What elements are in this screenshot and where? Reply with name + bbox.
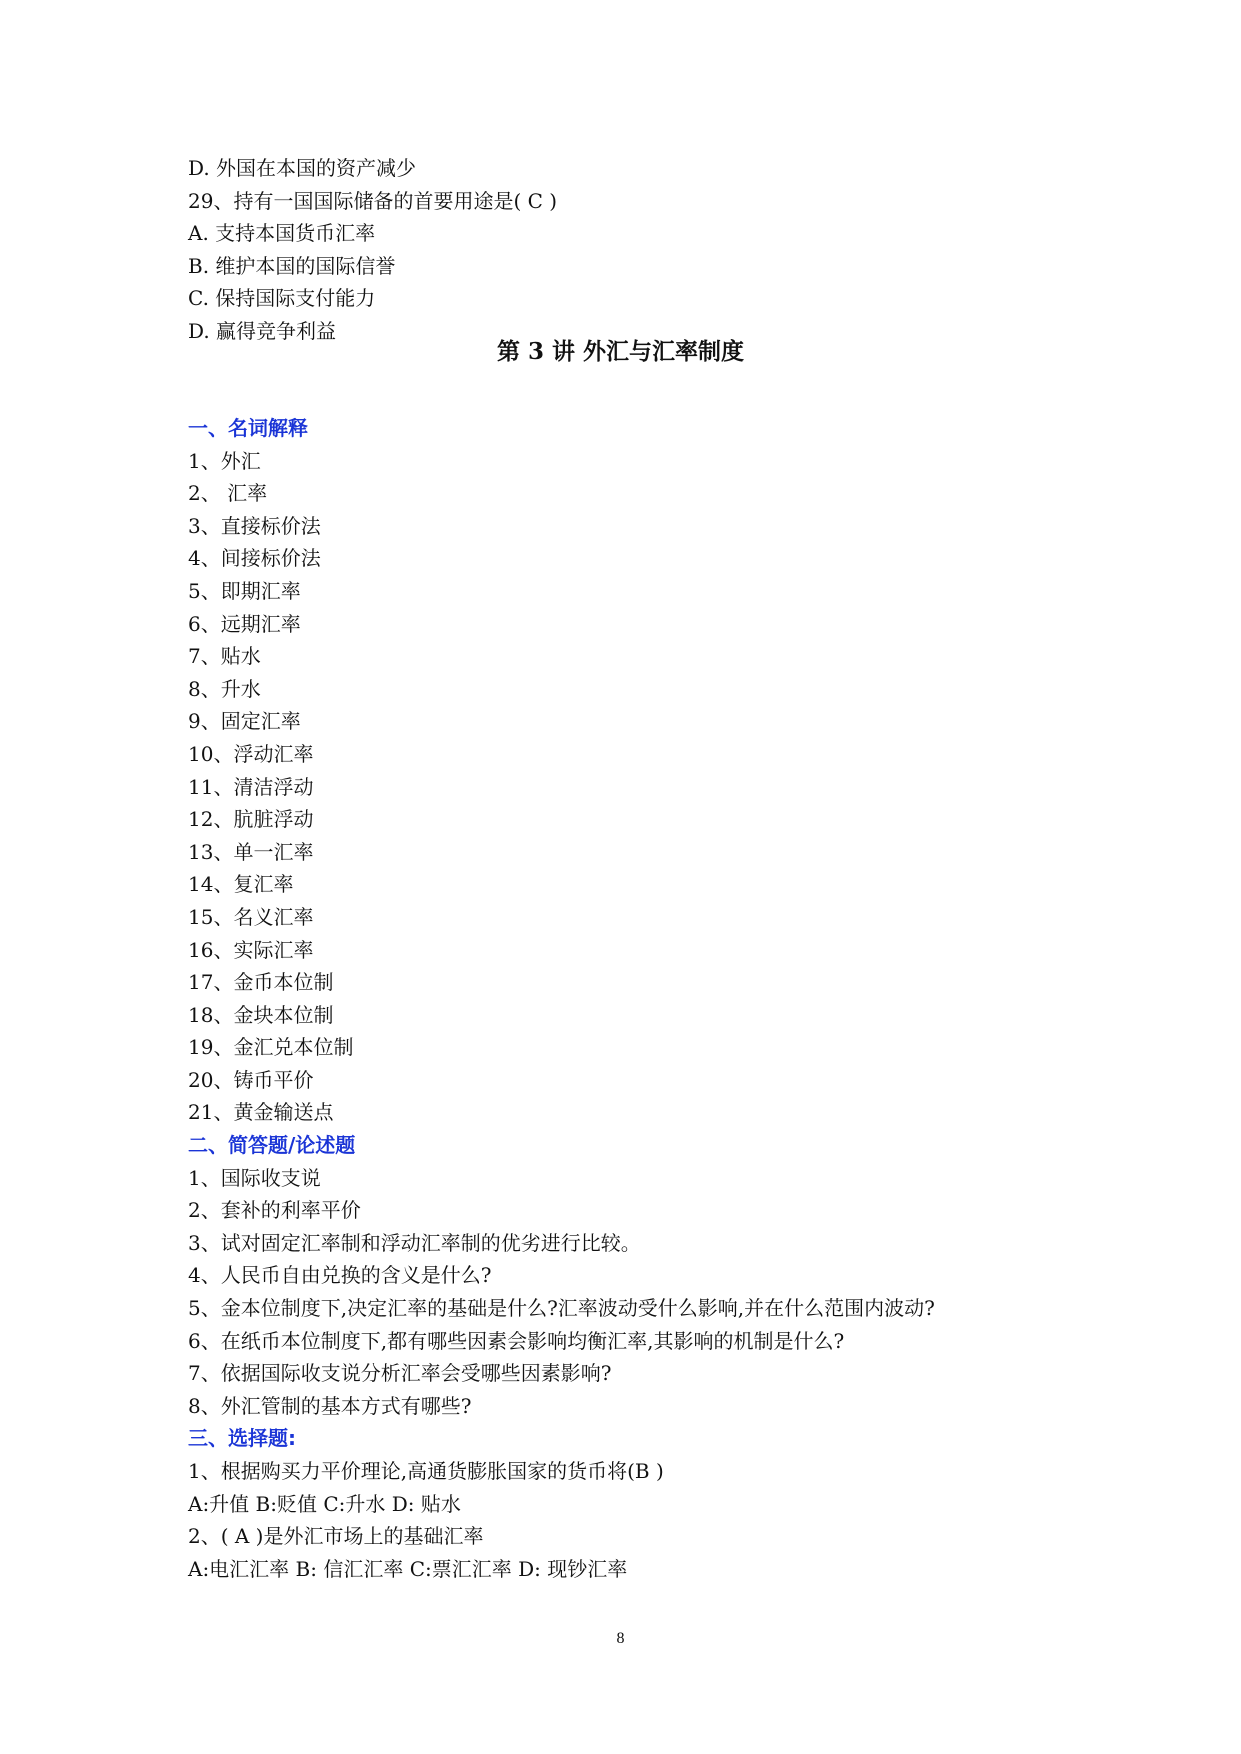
- short-answer-item: 5、金本位制度下,决定汇率的基础是什么?汇率波动受什么影响,并在什么范围内波动?: [188, 1296, 935, 1321]
- term-item: 16、实际汇率: [188, 937, 314, 962]
- term-item: 21、黄金输送点: [188, 1100, 334, 1125]
- term-item: 14、复汇率: [188, 872, 294, 897]
- section-heading-multiple-choice: 三、选择题:: [188, 1426, 296, 1451]
- term-item: 13、单一汇率: [188, 839, 314, 864]
- choice-options: A:升值 B:贬值 C:升水 D: 贴水: [188, 1491, 461, 1516]
- short-answer-item: 2、套补的利率平价: [188, 1198, 361, 1223]
- term-item: 2、 汇率: [188, 481, 268, 506]
- term-item: 8、升水: [188, 676, 261, 701]
- term-item: 17、金币本位制: [188, 970, 334, 995]
- term-item: 11、清洁浮动: [188, 774, 314, 799]
- option-line: D. 赢得竞争利益: [188, 318, 337, 343]
- term-item: 9、固定汇率: [188, 709, 301, 734]
- term-item: 10、浮动汇率: [188, 741, 314, 766]
- page-number: 8: [616, 1630, 625, 1647]
- term-item: 19、金汇兑本位制: [188, 1035, 354, 1060]
- term-item: 1、外汇: [188, 448, 261, 473]
- term-item: 15、名义汇率: [188, 904, 314, 929]
- option-line: A. 支持本国货币汇率: [188, 221, 376, 246]
- term-item: 18、金块本位制: [188, 1002, 334, 1027]
- short-answer-item: 8、外汇管制的基本方式有哪些?: [188, 1393, 472, 1418]
- section-heading-terms: 一、名词解释: [188, 416, 308, 440]
- question-line: 29、持有一国国际储备的首要用途是( C ): [188, 188, 558, 213]
- section-heading-short-answer: 二、简答题/论述题: [188, 1133, 356, 1158]
- short-answer-item: 3、试对固定汇率制和浮动汇率制的优劣进行比较。: [188, 1230, 641, 1255]
- term-item: 5、即期汇率: [188, 578, 301, 603]
- previous-question-block: [188, 152, 1088, 348]
- term-item: 6、远期汇率: [188, 611, 301, 636]
- choice-question: 2、( A )是外汇市场上的基础汇率: [188, 1524, 484, 1549]
- term-item: 3、直接标价法: [188, 513, 321, 538]
- chapter-content: [188, 412, 1088, 1585]
- option-line: C. 保持国际支付能力: [188, 286, 376, 311]
- term-item: 12、肮脏浮动: [188, 807, 314, 832]
- choice-options: A:电汇汇率 B: 信汇汇率 C:票汇汇率 D: 现钞汇率: [188, 1556, 628, 1581]
- term-item: 7、贴水: [188, 644, 261, 669]
- short-answer-item: 7、依据国际收支说分析汇率会受哪些因素影响?: [188, 1361, 612, 1386]
- term-item: 20、铸币平价: [188, 1067, 314, 1092]
- choice-question: 1、根据购买力平价理论,高通货膨胀国家的货币将(B ): [188, 1459, 664, 1483]
- term-item: 4、间接标价法: [188, 546, 321, 571]
- chapter-title: 第 3 讲 外汇与汇率制度: [496, 338, 745, 365]
- option-line: D. 外国在本国的资产减少: [188, 156, 417, 180]
- option-line: B. 维护本国的国际信誉: [188, 253, 396, 278]
- short-answer-item: 1、国际收支说: [188, 1165, 321, 1190]
- short-answer-item: 4、人民币自由兑换的含义是什么?: [188, 1263, 492, 1288]
- short-answer-item: 6、在纸币本位制度下,都有哪些因素会影响均衡汇率,其影响的机制是什么?: [188, 1328, 845, 1353]
